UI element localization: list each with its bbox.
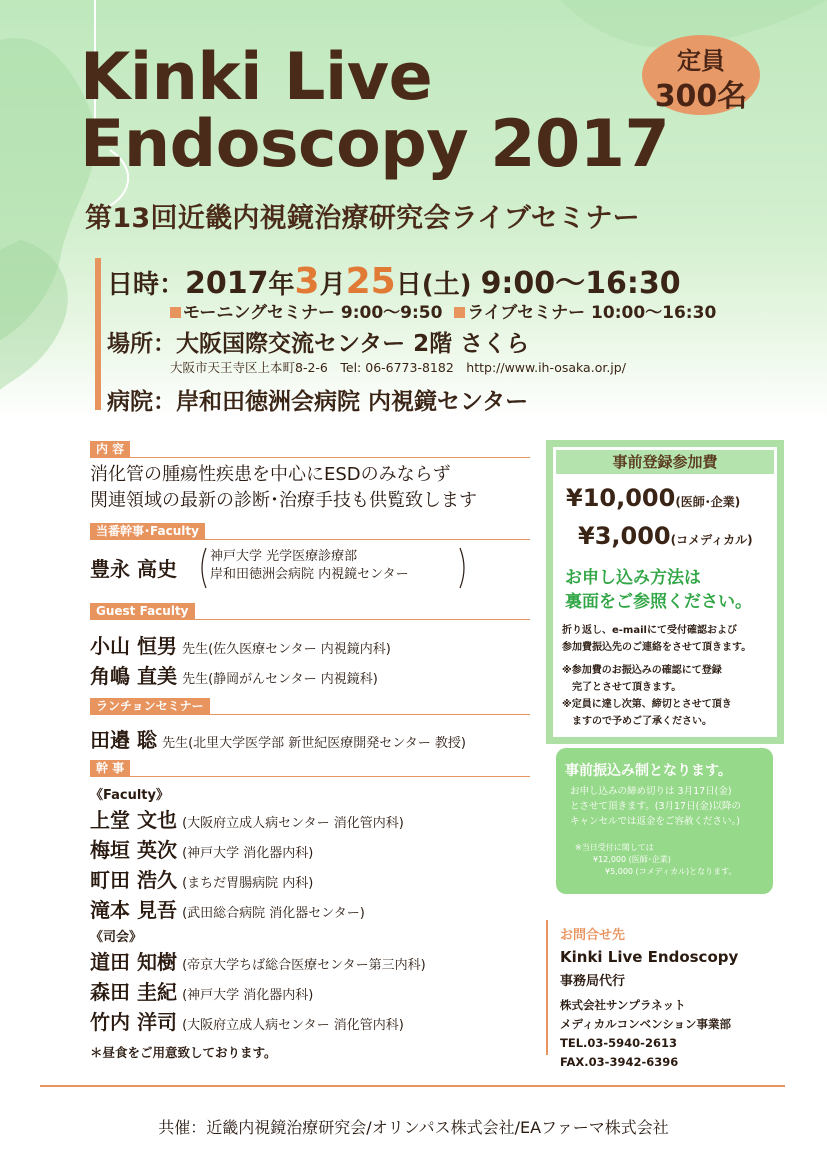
contact-fax: FAX.03-3942-6396 xyxy=(560,1055,679,1069)
officer-affiliation: (神戸大学 消化器内科) xyxy=(182,846,314,861)
onsite-line: ¥12,000 (医師･企業) xyxy=(593,855,671,864)
note-line: ますので予めご了承ください。 xyxy=(572,716,712,727)
guest-affiliation: 先生(静岡がんセンター 内視鏡科) xyxy=(182,672,378,687)
application-line1: お申し込み方法は xyxy=(565,568,701,588)
luncheon-speaker-name: 田邉 聡 xyxy=(90,728,157,752)
application-line2: 裏面をご参照ください。 xyxy=(565,592,752,612)
note-line: ※参加費のお振込みの確認にて登録 xyxy=(562,665,722,676)
capacity-badge xyxy=(642,35,760,115)
date-month-unit: 月 xyxy=(319,270,346,300)
content-description xyxy=(90,462,477,514)
comedical-fee xyxy=(578,522,753,550)
section-divider xyxy=(90,457,530,458)
event-hospital: 病院：岸和田徳洲会病院 内視鏡センター xyxy=(107,389,529,415)
contact-details xyxy=(560,996,731,1072)
date-day: 25 xyxy=(345,261,396,302)
officer-affiliation: (武田総合病院 消化器センター) xyxy=(182,906,365,921)
comedical-fee-label: (コメディカル) xyxy=(670,533,753,547)
fee-box-header: 事前登録参加費 xyxy=(556,450,774,474)
onsite-fee-details xyxy=(575,842,737,878)
chair-row xyxy=(90,946,426,975)
chair-row xyxy=(90,1006,404,1035)
footer-divider xyxy=(40,1085,785,1087)
doctor-fee xyxy=(566,484,740,512)
contact-phone: TEL.03-5940-2613 xyxy=(560,1036,677,1050)
content-line1: 消化管の腫瘍性疾患を中心にESDのみならず xyxy=(90,464,451,485)
luncheon-speaker-row xyxy=(90,724,466,753)
chair-label: 《司会》 xyxy=(90,930,143,945)
doctor-fee-label: (医師･企業) xyxy=(675,495,741,509)
doctor-fee-amount: ¥10,000 xyxy=(566,484,676,512)
note-line: 参加費振込先のご連絡をさせて頂きます。 xyxy=(562,642,752,653)
guest-faculty-row xyxy=(90,630,391,659)
guest-faculty-tag: Guest Faculty xyxy=(90,603,195,620)
luncheon-speaker-affiliation: 先生(北里大学医学部 新世紀医療開発センター 教授) xyxy=(162,736,466,751)
guest-faculty-row xyxy=(90,660,378,689)
officer-name: 滝本 見吾 xyxy=(90,898,177,922)
chair-affiliation: (大阪府立成人病センター 消化管内科) xyxy=(182,1018,404,1033)
contact-department: メディカルコンベンション事業部 xyxy=(560,1017,732,1031)
prepayment-title: 事前振込み制となります。 xyxy=(565,763,732,779)
officer-name: 上堂 文也 xyxy=(90,808,177,832)
application-method xyxy=(565,566,752,614)
section-divider xyxy=(90,539,530,540)
prepay-line: とさせて頂きます。(3月17日(金)以降の xyxy=(570,801,741,812)
officer-name: 町田 浩久 xyxy=(90,868,177,892)
morning-seminar-time: モーニングセミナー 9:00～9:50 xyxy=(183,303,443,323)
date-month: 3 xyxy=(294,261,320,302)
contact-title: お問合せ先 xyxy=(560,928,626,943)
onsite-line: ※当日受付に関しては xyxy=(575,843,654,852)
date-day-suffix: 日(土) xyxy=(395,270,472,300)
officer-name: 梅垣 英次 xyxy=(90,838,177,862)
guest-name: 角嶋 直美 xyxy=(90,664,177,688)
guest-affiliation: 先生(佐久医療センター 内視鏡内科) xyxy=(182,642,391,657)
contact-organization-role: 事務局代行 xyxy=(560,974,626,989)
chair-name: 竹内 洋司 xyxy=(90,1010,177,1034)
date-label: 日時： xyxy=(107,270,186,300)
date-year: 2017 xyxy=(185,266,269,301)
chair-affiliation: (神戸大学 消化器内科) xyxy=(182,988,314,1003)
contact-accent-line xyxy=(546,920,548,1055)
application-notes xyxy=(562,622,751,730)
officer-row xyxy=(90,804,404,833)
contact-company: 株式会社サンプラネット xyxy=(560,998,686,1012)
note-line: 完了とさせて頂きます。 xyxy=(572,682,682,693)
officer-affiliation: (大阪府立成人病センター 消化管内科) xyxy=(182,816,404,831)
section-divider xyxy=(90,776,530,777)
officer-affiliation: (まちだ胃腸病院 内科) xyxy=(182,876,314,891)
event-date xyxy=(107,258,681,302)
date-year-unit: 年 xyxy=(268,270,295,300)
venue-address: 大阪市天王寺区上本町8-2-6 Tel: 06-6773-8182 http://www.ih-osaka.or.jp/ xyxy=(170,360,626,375)
chair-name: 森田 圭紀 xyxy=(90,980,177,1004)
capacity-label: 定員 xyxy=(677,47,725,75)
content-tag: 内 容 xyxy=(90,441,130,458)
bullet-square-icon xyxy=(454,307,465,318)
facilitator-name: 豊永 高史 xyxy=(90,557,177,581)
onsite-line: ¥5,000 (コメディカル)となります。 xyxy=(605,867,737,876)
officer-row xyxy=(90,834,313,863)
chair-row xyxy=(90,976,313,1005)
officer-row xyxy=(90,894,365,923)
chair-name: 道田 知樹 xyxy=(90,950,177,974)
officers-tag: 幹 事 xyxy=(90,760,130,777)
event-venue: 場所：大阪国際交流センター 2階 さくら xyxy=(107,331,530,357)
prepayment-details xyxy=(570,784,741,829)
content-line2: 関連領域の最新の診断･治療手技も供覧致します xyxy=(90,490,477,511)
live-seminar-time: ライブセミナー 10:00～16:30 xyxy=(467,303,717,323)
guest-name: 小山 恒男 xyxy=(90,634,177,658)
section-divider xyxy=(90,714,530,715)
bullet-square-icon xyxy=(170,307,181,318)
note-line: 折り返し、e-mailにて受付確認および xyxy=(562,625,737,636)
officer-row xyxy=(90,864,313,893)
facilitator-aff-line2: 岸和田徳洲会病院 内視鏡センター xyxy=(210,567,409,582)
chair-affiliation: (帝京大学ちば総合医療センター第三内科) xyxy=(182,958,426,973)
luncheon-seminar-tag: ランチョンセミナー xyxy=(90,698,210,715)
faculty-label: 《Faculty》 xyxy=(90,788,169,803)
prepay-line: キャンセルでは返金をご容赦ください。) xyxy=(570,816,740,827)
info-accent-bar xyxy=(95,258,101,410)
comedical-fee-amount: ¥3,000 xyxy=(578,522,671,550)
lunch-note: ＊昼食をご用意致しております。 xyxy=(90,1045,277,1060)
facilitator-affiliation xyxy=(210,548,409,584)
date-time: 9:00～16:30 xyxy=(480,266,681,301)
contact-organization: Kinki Live Endoscopy xyxy=(560,948,739,966)
session-times xyxy=(170,298,716,323)
facilitator-tag: 当番幹事･Faculty xyxy=(90,523,205,540)
prepay-line: お申し込みの締め切りは 3月17日(金) xyxy=(570,786,732,797)
note-line: ※定員に達し次第、締切とさせて頂き xyxy=(562,699,732,710)
section-divider xyxy=(90,619,530,620)
event-title-line2: Endoscopy 2017 xyxy=(80,107,670,182)
event-title-line1: Kinki Live xyxy=(80,40,433,115)
co-sponsors: 共催：近畿内視鏡治療研究会/オリンパス株式会社/EAファーマ株式会社 xyxy=(158,1118,669,1137)
capacity-value: 300名 xyxy=(654,79,748,114)
facilitator-aff-line1: 神戸大学 光学医療診療部 xyxy=(210,549,358,564)
event-subtitle: 第13回近畿内視鏡治療研究会ライブセミナー xyxy=(85,203,640,234)
